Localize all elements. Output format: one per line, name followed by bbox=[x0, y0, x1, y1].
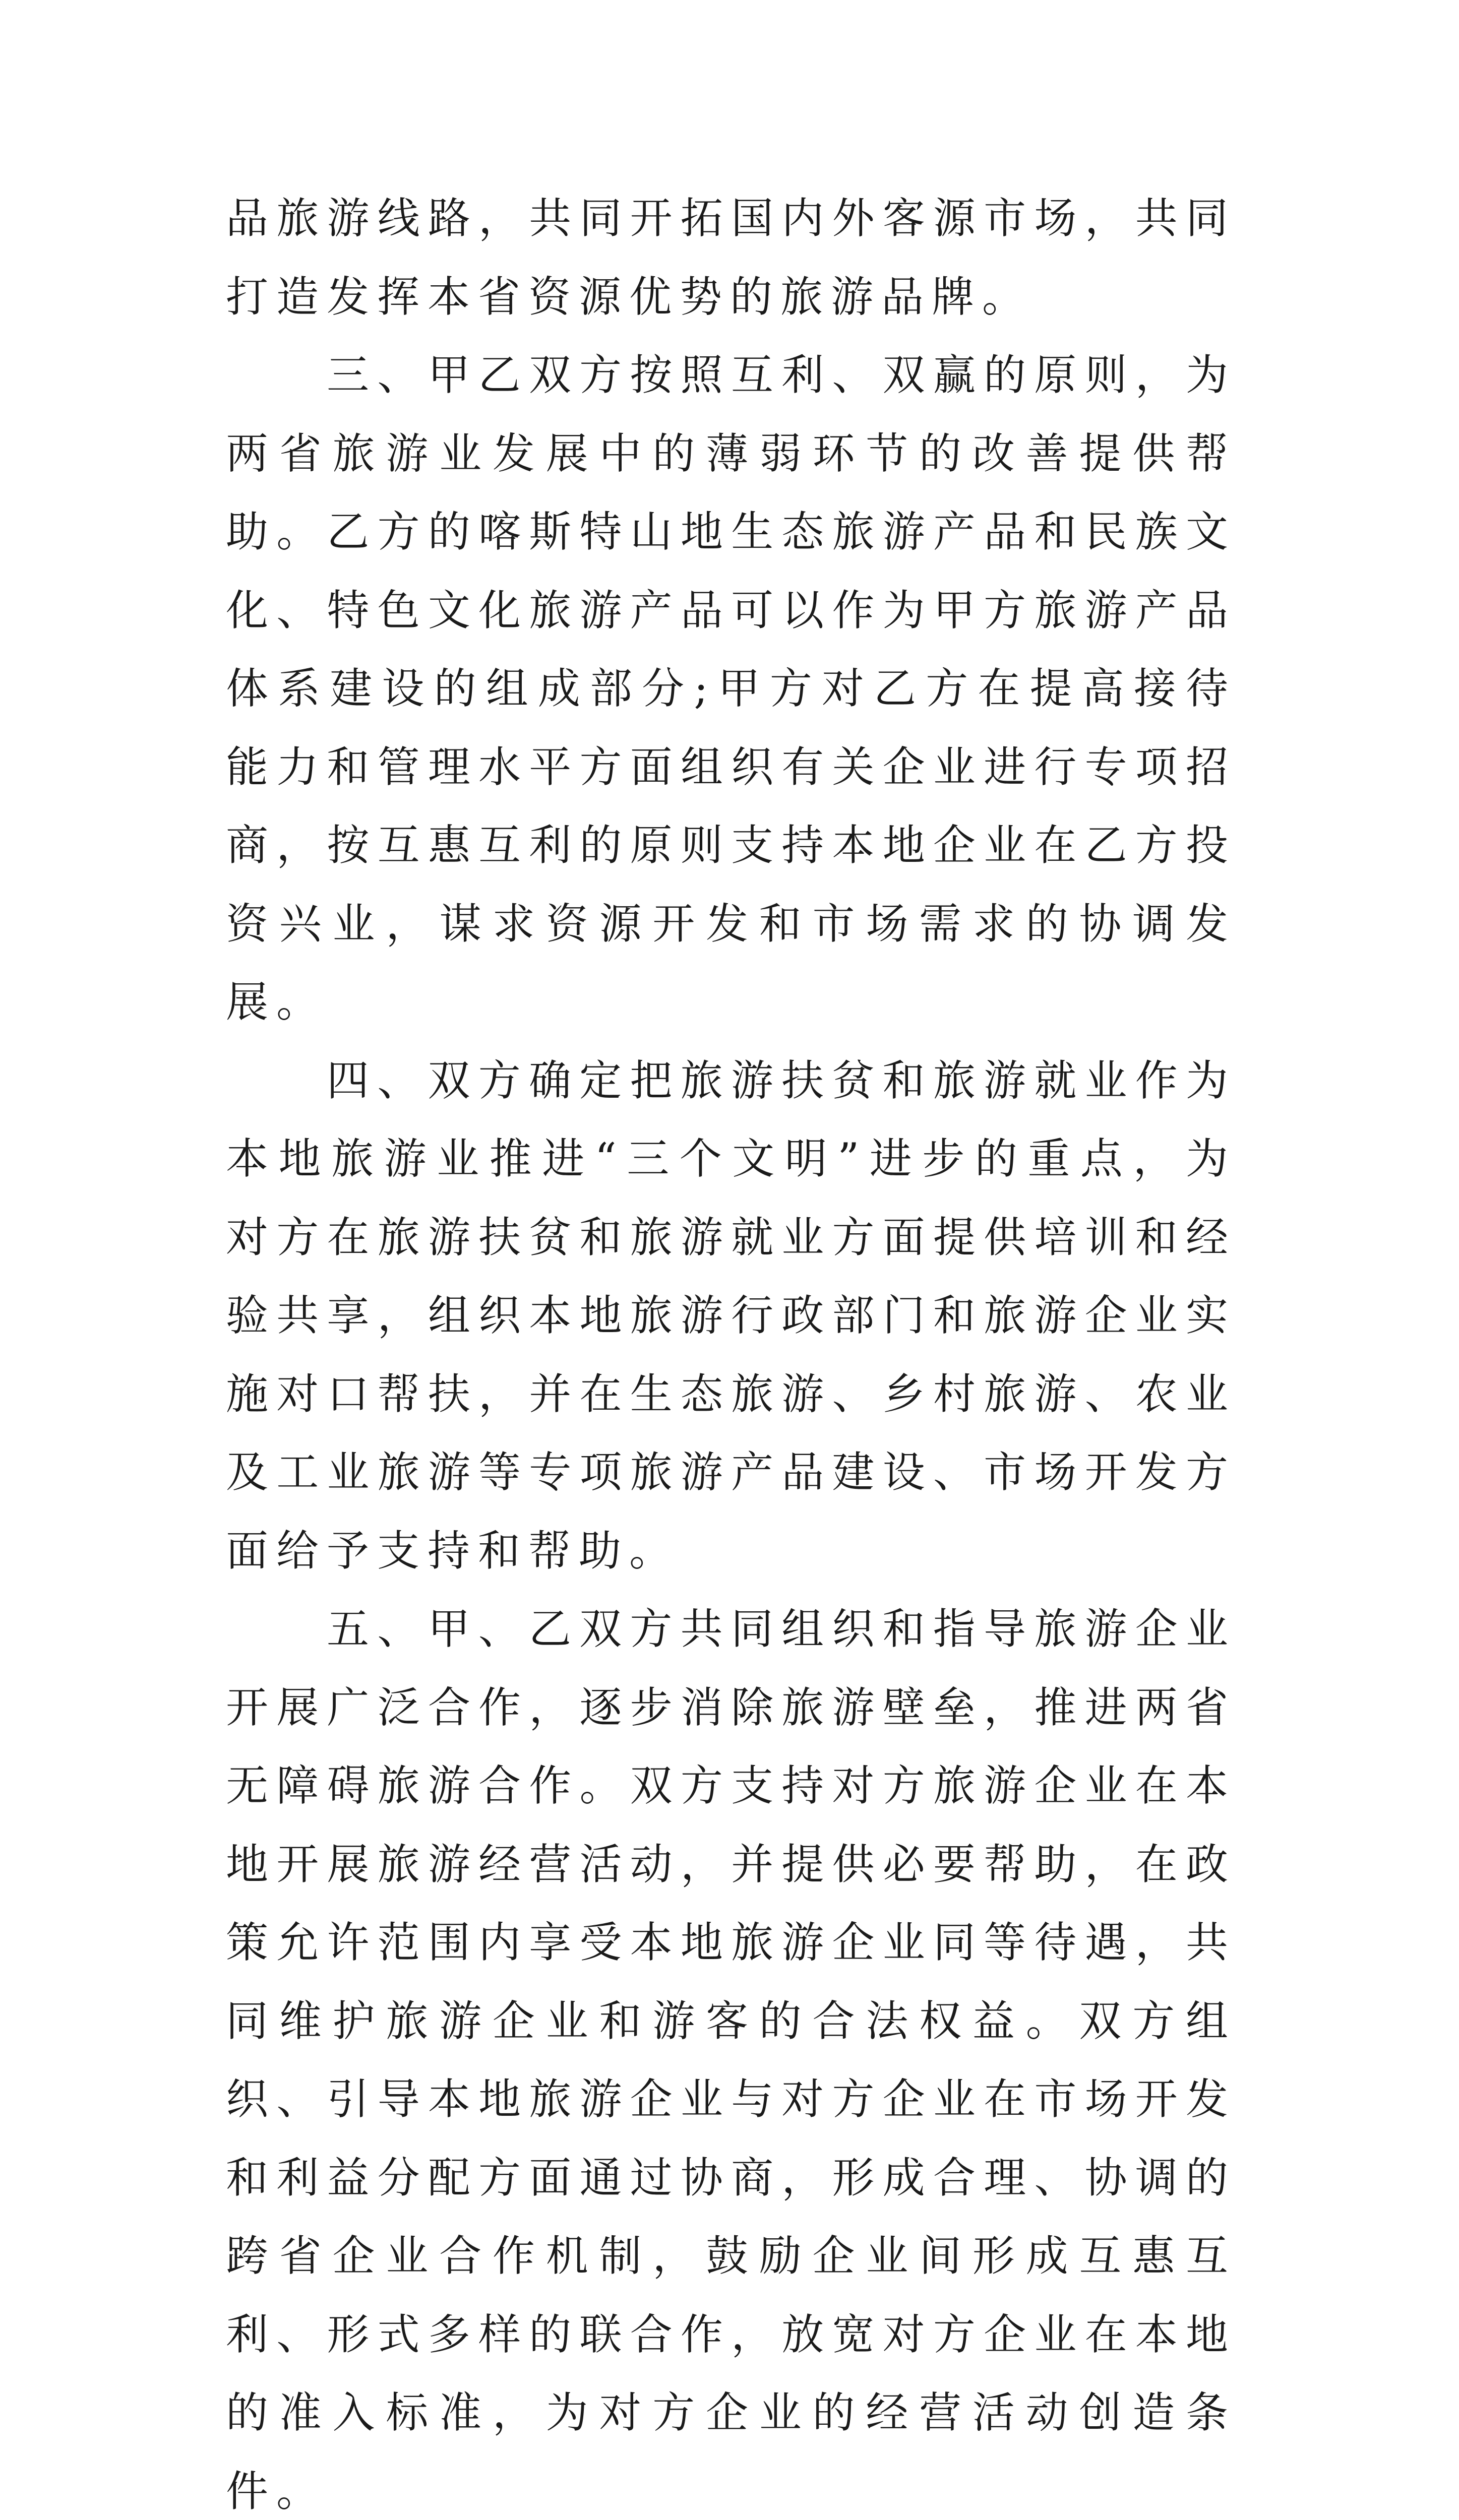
paragraph-item-5: 五、甲、乙双方共同组织和指导旅游企业开展广泛合作，逐步消除旅游壁垒，推进两省无障碍旅游合作。双方支持对方旅游企业在本地开展旅游经营活动，并提供必要帮助，在政策允许范围内享受本地旅游企业同等待遇，共同维护旅游企业和游客的合法权益。双方组织、引导本地旅游企业与对方企业在市场开发和利益分配方面通过协商，形成合理、协调的跨省企业合作机制，鼓励企业间形成互惠互利、形式多样的联合作，放宽对方企业在本地的准入标准，为对方企业的经营活动创造条件。 bbox=[226, 1604, 1236, 2516]
paragraph-item-4: 四、双方确定把旅游扶贫和旅游就业作为本地旅游业推进“三个文明”进步的重点，为对方在旅游扶贫和旅游就业方面提供培训和经验共享，组织本地旅游行政部门和旅游企业实施对口帮扶，并在生态旅游、乡村旅游、农业及工业旅游等专项旅游产品建设、市场开发方面给予支持和帮助。 bbox=[226, 1055, 1236, 1576]
document-body bbox=[226, 179, 1236, 2520]
paragraph-continuation: 品旅游线路，共同开拓国内外客源市场，共同打造发挥本省资源优势的旅游品牌。 bbox=[226, 194, 1236, 322]
paragraph-item-3: 三、甲乙双方按照互利、双赢的原则，为两省旅游业发展中的薄弱环节的改善提供帮助。乙方的喀斯特山地生态旅游产品和民族文化、特色文化旅游产品可以作为甲方旅游产品体系建设的组成部分;甲方对乙方在提高接待能力和管理水平方面组织有关企业进行专项招商，按互惠互利的原则支持本地企业在乙方投资兴业，谋求资源开发和市场需求的协调发展。 bbox=[226, 350, 1236, 1027]
